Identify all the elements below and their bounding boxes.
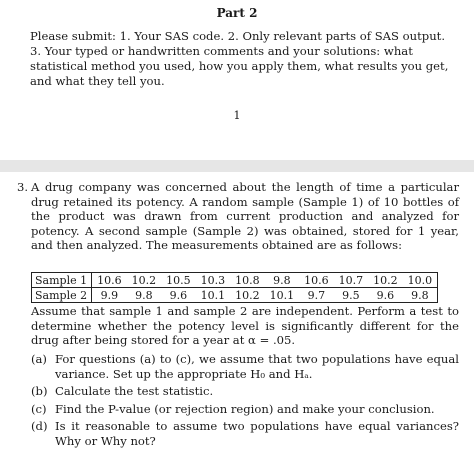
question-intro-text: A drug company was concerned about the length of time a particular drug retained its potency. A random sample (Sample 1) of 10 bottles of the product was drawn from current production and analyzed for potency. A second sample (Sample 2) was obtained, stored for 1 year, and then analyzed. The measurements obtained are as follows:: [31, 180, 459, 253]
table-cell: 9.6: [368, 288, 403, 303]
table-cell: 10.2: [368, 273, 403, 288]
table-cell: 10.5: [161, 273, 196, 288]
part-label: (a): [31, 352, 47, 366]
table-cell: 9.7: [299, 288, 334, 303]
part-text: Find the P-value (or rejection region) and make your conclusion.: [55, 401, 435, 416]
table-cell: 9.8: [265, 273, 300, 288]
table-cell: 10.2: [127, 273, 162, 288]
table-cell: 10.1: [196, 288, 231, 303]
row-label: Sample 1: [32, 273, 92, 288]
part-label: (c): [31, 401, 47, 416]
table-cell: 10.1: [265, 288, 300, 303]
question-intro: [17, 180, 459, 253]
question-part: [31, 384, 459, 399]
table-row: [32, 288, 438, 303]
part-text: For questions (a) to (c), we assume that two populations have equal variance. Set up the appropriate H₀ and Hₐ.: [55, 352, 459, 381]
table-cell: 10.8: [230, 273, 265, 288]
page-separator: [0, 160, 474, 172]
table-cell: 9.6: [161, 288, 196, 303]
part-heading: Part 2: [216, 6, 258, 20]
question-parts: [31, 352, 459, 452]
table-cell: 10.3: [196, 273, 231, 288]
question-part: [31, 419, 459, 448]
submission-instructions: Please submit: 1. Your SAS code. 2. Only relevant parts of SAS output. 3. Your typed or handwritten comments and your solutions: what statistical method you used, how you apply them, what results you get, and what they tell you.: [30, 29, 449, 88]
table-cell: 10.0: [403, 273, 438, 288]
part-text: Is it reasonable to assume two populations have equal variances? Why or Why not?: [55, 419, 459, 448]
table-cell: 10.6: [92, 273, 127, 288]
table-cell: 10.7: [334, 273, 369, 288]
question-part: [31, 352, 459, 381]
table-cell: 10.2: [230, 288, 265, 303]
part-label: (d): [31, 419, 48, 434]
row-label: Sample 2: [32, 288, 92, 303]
page-number: 1: [233, 109, 241, 122]
part-label: (b): [31, 384, 48, 399]
page-one: [0, 0, 474, 160]
table-cell: 9.8: [127, 288, 162, 303]
table-cell: 10.6: [299, 273, 334, 288]
assumption-text: Assume that sample 1 and sample 2 are independent. Perform a test to determine whether the potency level is significantly different for the drug after being stored for a year at α = .05.: [31, 304, 459, 348]
part-text: Calculate the test statistic.: [55, 384, 214, 399]
potency-table: [31, 272, 438, 303]
table-cell: 9.9: [92, 288, 127, 303]
question-number: 3.: [17, 180, 29, 194]
question-part: [31, 402, 459, 417]
table-row: [32, 273, 438, 288]
table-cell: 9.8: [403, 288, 438, 303]
page-two: [0, 172, 474, 458]
table-cell: 9.5: [334, 288, 369, 303]
